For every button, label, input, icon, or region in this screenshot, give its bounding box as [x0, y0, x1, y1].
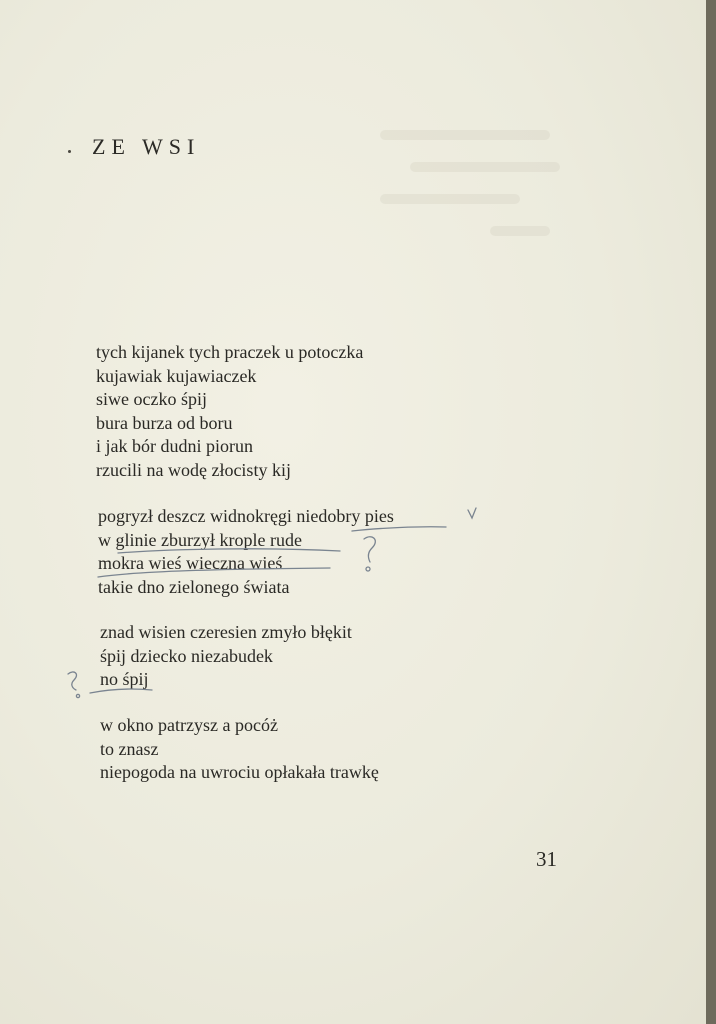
verse-line: znad wisien czeresien zmyło błękit: [100, 622, 352, 642]
page-number: 31: [536, 847, 557, 871]
verse-line: tych kijanek tych praczek u potoczka: [96, 342, 364, 362]
stanza-1: [96, 341, 363, 482]
stanza-3: [100, 621, 352, 692]
verse-line: śpij dziecko niezabudek: [100, 645, 273, 666]
verse-line: siwe oczko śpij: [96, 389, 207, 409]
verse-line: bura burza od boru: [96, 412, 233, 433]
verse-line: w glinie zburzył krople rude: [98, 529, 302, 550]
verse-line: w okno patrzysz a pocóż: [100, 715, 278, 735]
verse-line: i jak bór dudni piorun: [96, 436, 253, 456]
question-mark-left-dot: [76, 694, 79, 697]
bleed-through-text: [380, 130, 570, 270]
poem-title: ZE WSI: [92, 134, 201, 159]
verse-line: takie dno zielonego świata: [98, 576, 290, 597]
verse-line: to znasz: [100, 738, 159, 759]
verse-line: no śpij: [100, 669, 149, 689]
verse-line: niepogoda na uwrociu opłakała trawkę: [100, 762, 379, 782]
question-mark-left: [68, 672, 76, 690]
verse-line: rzucili na wodę złocisty kij: [96, 459, 291, 480]
verse-line: mokra wieś wieczna wieś: [98, 553, 283, 573]
stray-dot: [68, 150, 71, 153]
verse-line: kujawiak kujawiaczek: [96, 365, 257, 386]
stanza-2: [98, 505, 394, 599]
stanza-4: [100, 714, 379, 785]
verse-line: pogryzł deszcz widnokręgi niedobry pies: [98, 506, 394, 526]
tick-mark: [468, 508, 476, 518]
